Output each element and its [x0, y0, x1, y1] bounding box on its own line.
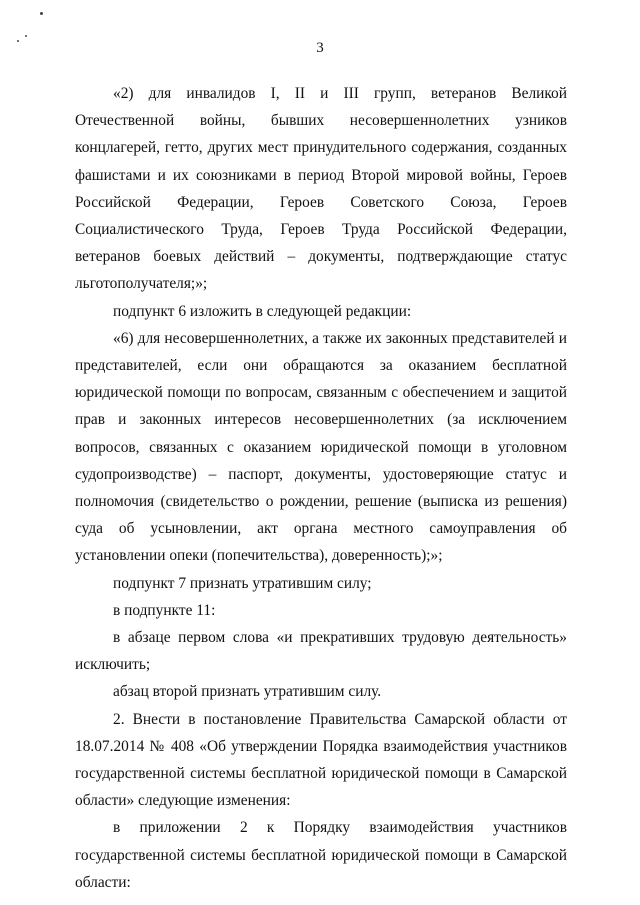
paragraph-appendix-2: в приложении 2 к Порядку взаимодействия участников государственной системы бесплатной юридической помощи в Самарской области:: [75, 819, 567, 891]
paragraph-subitem-7: подпункт 7 признать утратившим силу;: [113, 574, 372, 592]
paragraph-quoted-item-6: «6) для несовершеннолетних, а также их законных представителей и представителей, если они обращаются за оказанием бесплатной юридической помощи по вопросам, связанным с обеспечением и защитой прав и законных интересов несовершеннолетних (за исключением вопросов, связанных с оказанием юридической помощи в уголовном судопроизводстве) – паспорт, документы, удостоверяющие статус и полномочия (свидетельство о рождении, решение (выписка из решения) суда об усыновлении, акт органа местного самоуправления об установлении опеки (попечительства), доверенность);»;: [75, 329, 567, 565]
paragraph-second-abzac: абзац второй признать утратившим силу.: [113, 683, 382, 701]
paragraph-subitem-11: в подпункте 11:: [113, 601, 216, 619]
paragraph-first-abzac: в абзаце первом слова «и прекративших трудовую деятельность» исключить;: [75, 629, 567, 674]
page-number: 3: [316, 40, 324, 56]
paragraph-quoted-item-2: «2) для инвалидов I, II и III групп, ветеранов Великой Отечественной войны, бывших несовершеннолетних узников концлагерей, гетто, других мест принудительного содержания, созданных фашистами и их союзниками в период Второй мировой войны, Героев Российской Федерации, Героев Советского Союза, Героев Социалистического Труда, Героев Труда Российской Федерации, ветеранов боевых действий – документы, подтверждающие статус льготополучателя;»;: [75, 85, 567, 293]
paragraph-section-2: 2. Внести в постановление Правительства Самарской области от 18.07.2014 № 408 «Об утверждении Порядка взаимодействия участников государственной системы бесплатной юридической помощи в Самарской области» следующие изменения:: [75, 710, 567, 810]
scan-speck: [25, 35, 27, 37]
scan-speck: [40, 12, 43, 15]
paragraph-subitem-6-intro: подпункт 6 изложить в следующей редакции:: [113, 302, 412, 320]
document-body: [75, 80, 567, 896]
